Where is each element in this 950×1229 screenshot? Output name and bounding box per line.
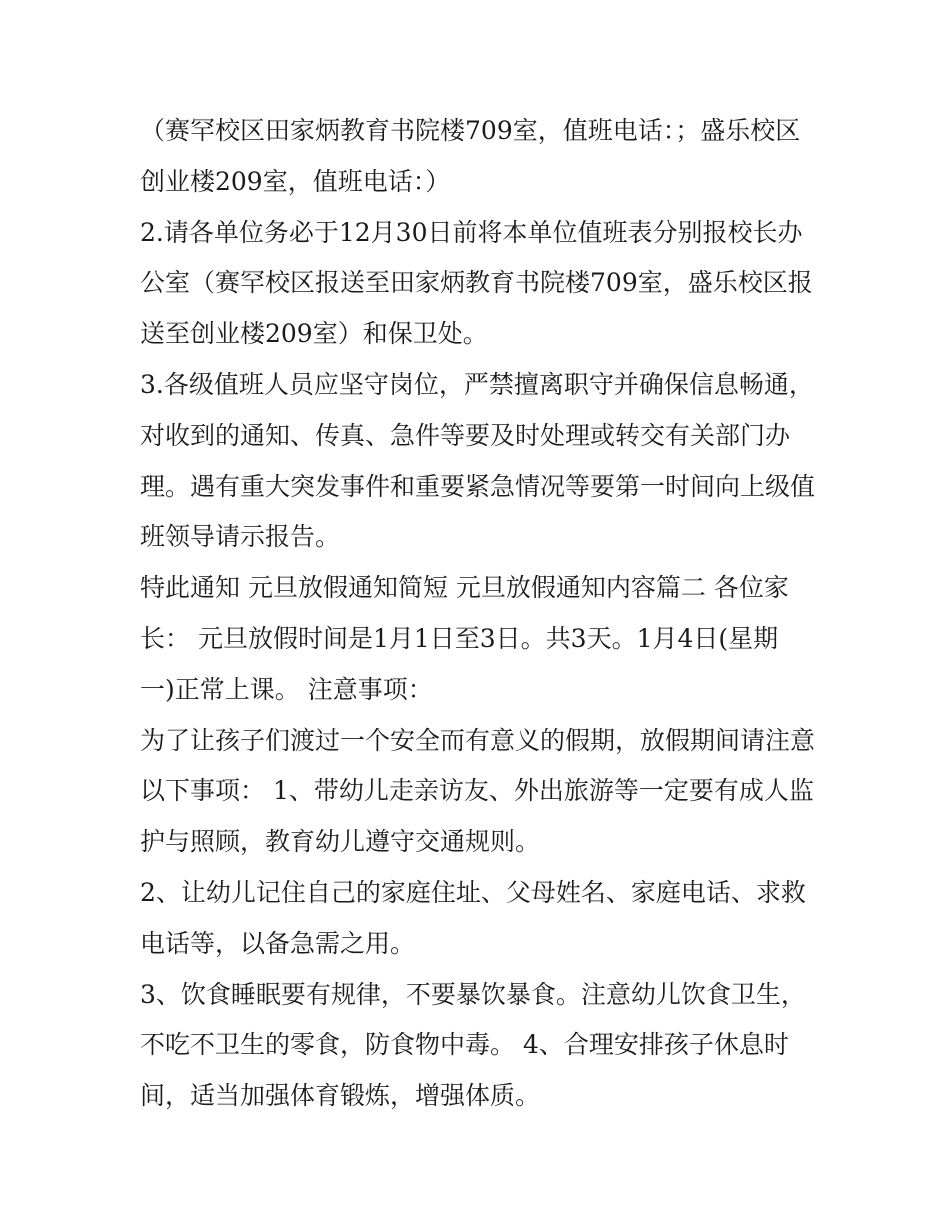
text-line: 电话等，以备急需之用。 <box>140 928 416 958</box>
text-line: 理。遇有重大突发事件和重要紧急情况等要第一时间向上级值 <box>140 471 816 501</box>
text-line: 间，适当加强体育锻炼，增强体质。 <box>140 1081 541 1111</box>
text-line: 为了让孩子们渡过一个安全而有意义的假期，放假期间请注意 <box>140 725 816 755</box>
text-line: 以下事项： 1、带幼儿走亲访友、外出旅游等一定要有成人监 <box>140 776 814 806</box>
text-line: 送至创业楼209室）和保卫处。 <box>140 319 488 349</box>
document-body <box>140 106 820 1122</box>
text-line: 特此通知 元旦放假通知简短 元旦放假通知内容篇二 各位家 <box>140 573 789 603</box>
text-line: 长： 元旦放假时间是1月1日至3日。共3天。1月4日(星期 <box>140 623 779 653</box>
text-line: 2.请各单位务必于12月30日前将本单位值班表分别报校长办 <box>140 217 803 247</box>
text-line: 护与照顾，教育幼儿遵守交通规则。 <box>140 827 541 857</box>
text-line: 对收到的通知、传真、急件等要及时处理或转交有关部门办 <box>140 420 791 450</box>
text-line: 班领导请示报告。 <box>140 522 341 552</box>
text-line: 3、饮食睡眠要有规律，不要暴饮暴食。注意幼儿饮食卫生， <box>140 979 806 1009</box>
text-line: 不吃不卫生的零食，防食物中毒。 4、合理安排孩子休息时 <box>140 1030 789 1060</box>
text-line: （赛罕校区田家炳教育书院楼709室，值班电话：；盛乐校区 <box>140 116 801 145</box>
text-line: 创业楼209室，值班电话：） <box>140 166 451 196</box>
text-line: 2、让幼儿记住自己的家庭住址、父母姓名、家庭电话、求救 <box>140 877 806 907</box>
text-line: 公室（赛罕校区报送至田家炳教育书院楼709室，盛乐校区报 <box>140 268 813 298</box>
text-line: 3.各级值班人员应坚守岗位，严禁擅离职守并确保信息畅通， <box>140 369 814 399</box>
text-line: 一)正常上课。 注意事项： <box>140 674 433 704</box>
